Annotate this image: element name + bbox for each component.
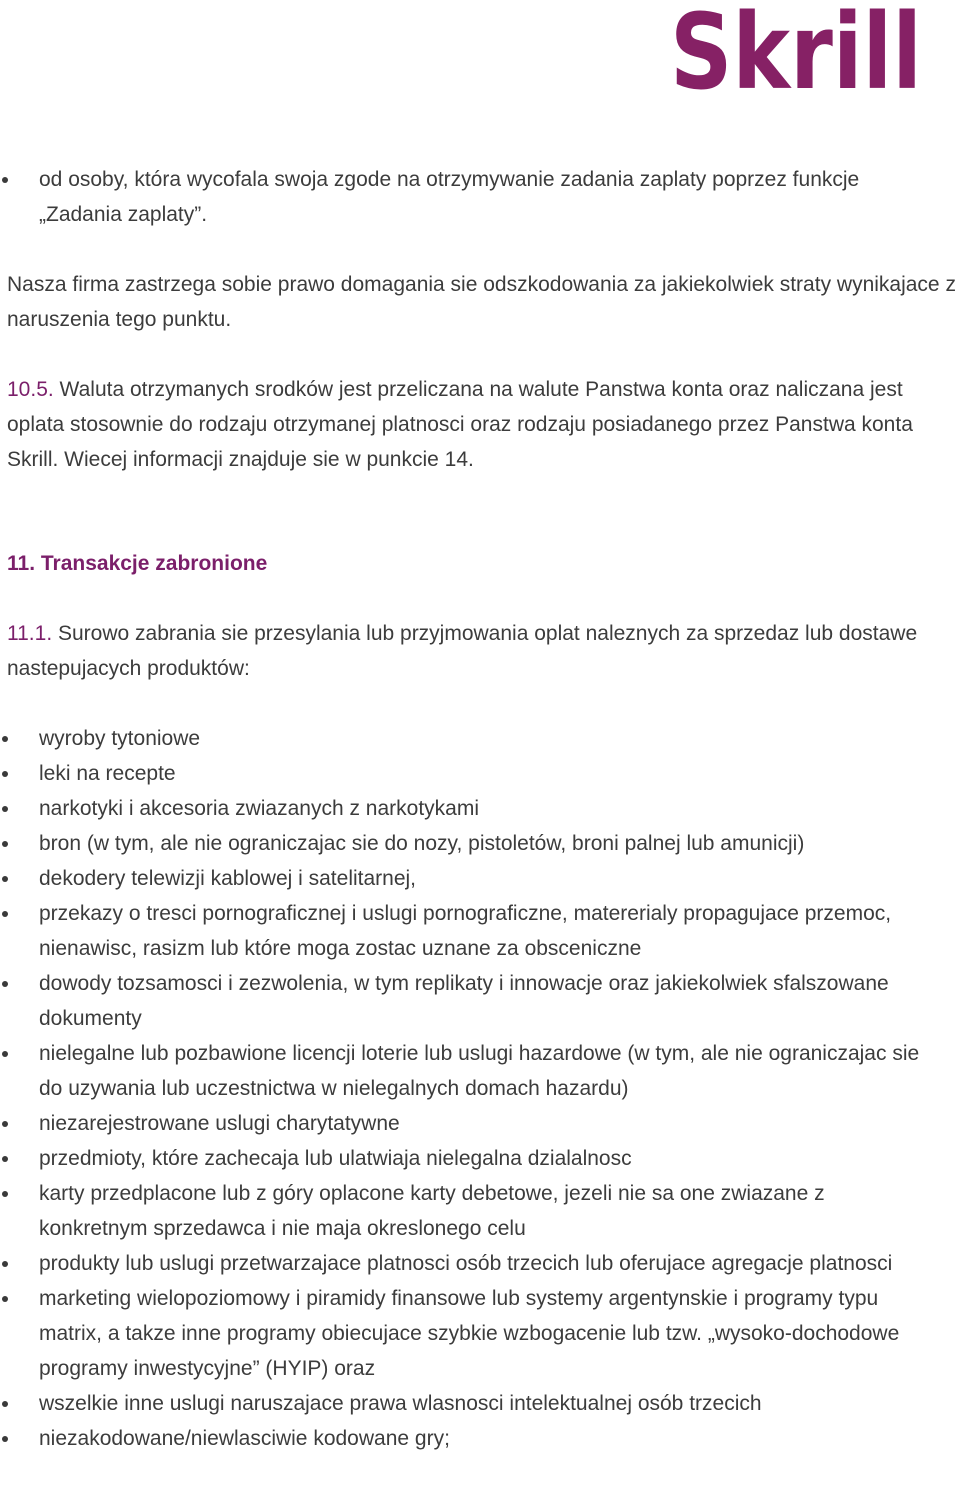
list-item xyxy=(0,861,960,896)
list-item-text: dekodery telewizji kablowej i satelitarnej, xyxy=(39,867,417,890)
bullet-icon xyxy=(2,736,8,742)
bullet-icon xyxy=(2,177,8,183)
list-item-text: nielegalne lub pozbawione licencji loterie lub uslugi hazardowe (w tym, ale nie ograniczajac sie do uzywania lub uczestnictwa w nielegalnych domach hazardu) xyxy=(39,1042,920,1100)
bullet-icon xyxy=(2,1191,8,1197)
list-item xyxy=(0,1246,960,1281)
bullet-icon xyxy=(2,911,8,917)
section-10-5 xyxy=(0,372,960,477)
list-item-text: niezarejestrowane uslugi charytatywne xyxy=(39,1112,400,1135)
bullet-icon xyxy=(2,1436,8,1442)
list-item xyxy=(0,1036,960,1106)
bullet-icon xyxy=(2,1261,8,1267)
bullet-icon xyxy=(2,1121,8,1127)
bullet-icon xyxy=(2,841,8,847)
section-text: Waluta otrzymanych srodków jest przeliczana na walute Panstwa konta oraz naliczana jest oplata stosownie do rodzaju otrzymanej platnosci oraz rodzaju posiadanego przez Panstwa konta Skrill. Wiecej informacji znajduje sie w punkcie 14. xyxy=(7,378,913,471)
consent-list xyxy=(0,162,960,232)
section-number: 11.1. xyxy=(7,622,53,645)
list-item xyxy=(0,162,960,232)
skrill-logo-text: Skrill xyxy=(670,0,922,113)
document-body xyxy=(0,162,960,1456)
list-item-text: wyroby tytoniowe xyxy=(39,727,201,750)
skrill-logo-mark xyxy=(670,0,922,113)
list-item xyxy=(0,1106,960,1141)
list-item xyxy=(0,826,960,861)
bullet-icon xyxy=(2,981,8,987)
section-11-1 xyxy=(0,616,960,686)
list-item-text: marketing wielopoziomowy i piramidy finansowe lub systemy argentynskie i programy typu matrix, a takze inne programy obiecujace szybkie wzbogacenie lub tzw. „wysoko-dochodowe programy inwestycyjne” (HYIP) oraz xyxy=(39,1287,900,1380)
list-item xyxy=(0,791,960,826)
bullet-icon xyxy=(2,806,8,812)
list-item xyxy=(0,966,960,1036)
bullet-icon xyxy=(2,876,8,882)
bullet-icon xyxy=(2,1051,8,1057)
skrill-logo xyxy=(670,0,922,113)
list-item xyxy=(0,1176,960,1246)
prohibited-items-list xyxy=(0,721,960,1456)
section-number: 10.5. xyxy=(7,378,54,401)
list-item-text: od osoby, która wycofala swoja zgode na otrzymywanie zadania zaplaty poprzez funkcje „Zadania zaplaty”. xyxy=(39,168,860,226)
list-item-text: bron (w tym, ale nie ograniczajac sie do nozy, pistoletów, broni palnej lub amunicji) xyxy=(39,832,805,855)
bullet-icon xyxy=(2,1156,8,1162)
bullet-icon xyxy=(2,1401,8,1407)
list-item xyxy=(0,721,960,756)
list-item-text: dowody tozsamosci i zezwolenia, w tym replikaty i innowacje oraz jakiekolwiek sfalszowane dokumenty xyxy=(39,972,889,1030)
reservation-paragraph: Nasza firma zastrzega sobie prawo domagania sie odszkodowania za jakiekolwiek straty wynikajace z naruszenia tego punktu. xyxy=(7,273,956,331)
list-item-text: przedmioty, które zachecaja lub ulatwiaja nielegalna dzialalnosc xyxy=(39,1147,632,1170)
list-item xyxy=(0,756,960,791)
list-item-text: niezakodowane/niewlasciwie kodowane gry; xyxy=(39,1427,450,1450)
list-item xyxy=(0,1386,960,1421)
list-item xyxy=(0,1281,960,1386)
list-item-text: narkotyki i akcesoria zwiazanych z narkotykami xyxy=(39,797,479,820)
list-item xyxy=(0,896,960,966)
list-item-text: karty przedplacone lub z góry oplacone karty debetowe, jezeli nie sa one zwiazane z konkretnym sprzedawca i nie maja okreslonego celu xyxy=(39,1182,825,1240)
list-item xyxy=(0,1141,960,1176)
section-heading-11: 11. Transakcje zabronione xyxy=(7,552,268,575)
bullet-icon xyxy=(2,1296,8,1302)
bullet-icon xyxy=(2,771,8,777)
list-item-text: leki na recepte xyxy=(39,762,176,785)
list-item-text: wszelkie inne uslugi naruszajace prawa wlasnosci intelektualnej osób trzecich xyxy=(39,1392,762,1415)
list-item xyxy=(0,1421,960,1456)
list-item-text: produkty lub uslugi przetwarzajace platnosci osób trzecich lub oferujace agregacje platnosci xyxy=(39,1252,893,1275)
section-text: Surowo zabrania sie przesylania lub przyjmowania oplat naleznych za sprzedaz lub dostawe nastepujacych produktów: xyxy=(7,622,918,680)
list-item-text: przekazy o tresci pornograficznej i uslugi pornograficzne, matererialy propagujace przemoc, nienawisc, rasizm lub które moga zostac uznane za obsceniczne xyxy=(39,902,892,960)
